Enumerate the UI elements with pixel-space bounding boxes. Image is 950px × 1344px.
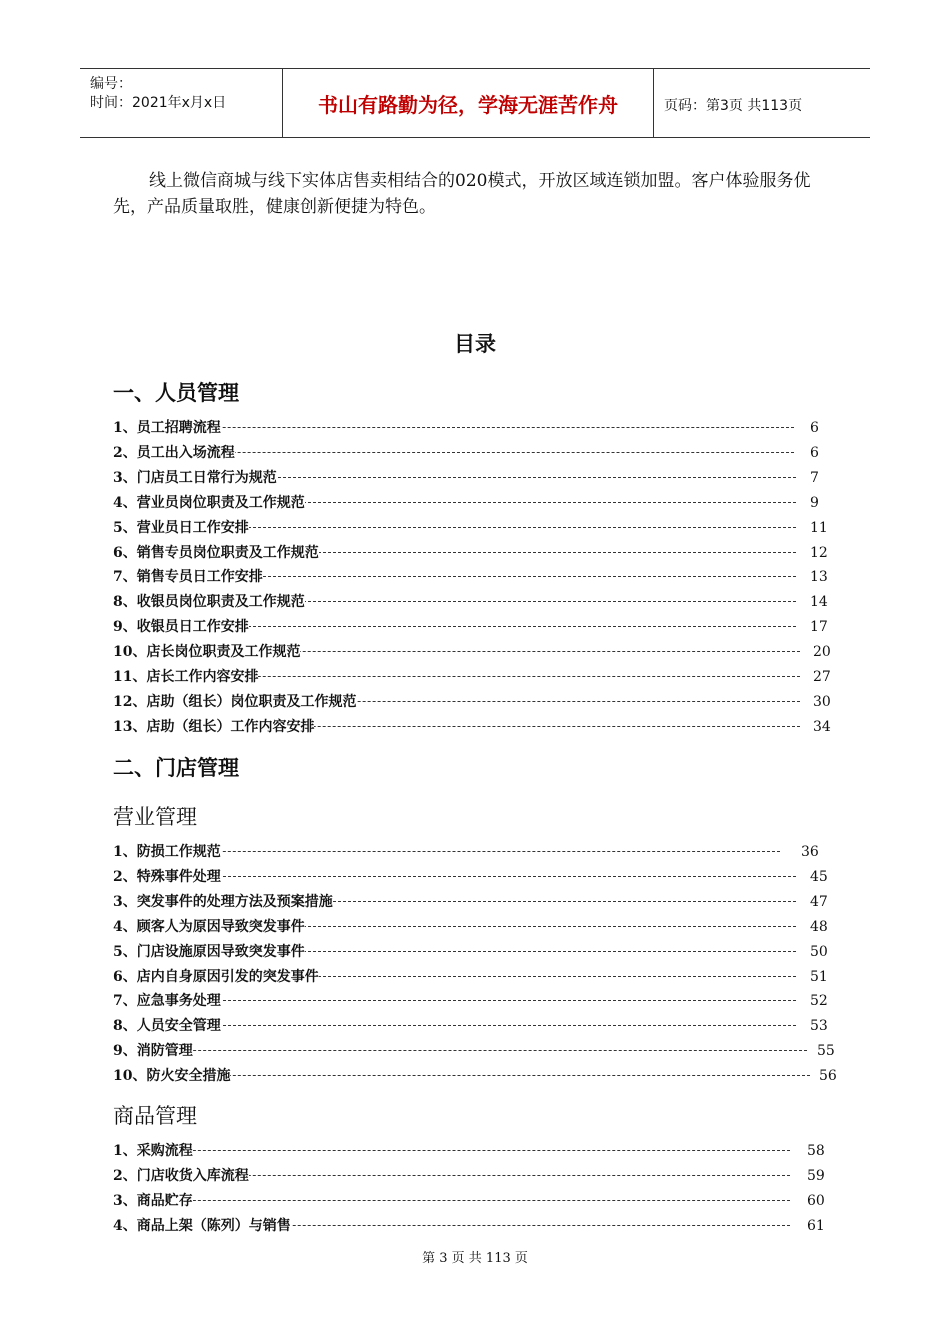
toc-entry-label: 4、营业员岗位职责及工作规范: [113, 494, 305, 511]
toc-entry-label: 13、店助（组长）工作内容安排: [113, 718, 315, 735]
toc-subsection-heading: 营业管理: [113, 805, 197, 829]
toc-entry-page: 56: [819, 1068, 837, 1085]
toc-entry-label: 10、店长岗位职责及工作规范: [113, 644, 301, 661]
toc-entry-label: 10、防火安全措施: [113, 1068, 231, 1085]
toc-entry-label: 9、收银员日工作安排: [113, 619, 249, 636]
toc-entry-label: 4、商品上架（陈列）与销售: [113, 1217, 291, 1234]
toc-entry[interactable]: [113, 917, 840, 937]
toc-entry-label: 6、店内自身原因引发的突发事件: [113, 968, 319, 985]
toc-entry-label: 1、防损工作规范: [113, 844, 221, 860]
toc-entry-page: 55: [817, 1043, 835, 1060]
toc-entry-label: 1、员工招聘流程: [113, 420, 221, 436]
page-header: [80, 68, 870, 138]
toc-entry[interactable]: [113, 617, 840, 637]
toc-entry[interactable]: [113, 842, 831, 862]
toc-entry-page: 6: [810, 444, 819, 461]
toc-entry[interactable]: [113, 418, 840, 438]
toc-entry-label: 8、人员安全管理: [113, 1018, 221, 1035]
toc-entry-label: 3、商品贮存: [113, 1192, 193, 1209]
toc-entry-page: 9: [810, 494, 819, 511]
toc-entry[interactable]: [113, 443, 840, 463]
toc-entry-label: 11、店长工作内容安排: [113, 669, 259, 685]
toc-entry-label: 5、门店设施原因导致突发事件: [113, 943, 305, 960]
toc-entry-page: 47: [810, 893, 828, 910]
toc-entry-label: 2、门店收货入库流程: [113, 1167, 249, 1184]
toc-entry[interactable]: [113, 543, 840, 563]
header-code-label: 编号：: [90, 76, 132, 92]
toc-entry-page: 48: [810, 918, 828, 935]
toc-entry[interactable]: [113, 692, 843, 712]
header-divider: [653, 69, 654, 137]
toc-entry-page: 59: [807, 1167, 825, 1184]
toc-leader-dots: [113, 1050, 807, 1051]
toc-entry[interactable]: [113, 1141, 837, 1161]
toc-entry-page: 20: [813, 644, 831, 661]
toc-entry[interactable]: [113, 592, 840, 612]
toc-entry[interactable]: [113, 493, 840, 513]
toc-entry-label: 9、消防管理: [113, 1043, 193, 1060]
toc-entry[interactable]: [113, 518, 840, 538]
toc-entry[interactable]: [113, 468, 840, 488]
toc-entry[interactable]: [113, 892, 840, 912]
toc-entry-page: 14: [810, 594, 828, 611]
toc-title: 目录: [454, 332, 496, 356]
toc-entry-label: 3、门店员工日常行为规范: [113, 469, 277, 486]
toc-entry[interactable]: [113, 867, 840, 887]
toc-entry[interactable]: [113, 1016, 840, 1036]
toc-entry-page: 58: [807, 1143, 825, 1159]
toc-entry[interactable]: [113, 1041, 847, 1061]
toc-entry-page: 52: [810, 993, 828, 1010]
toc-entry[interactable]: [113, 642, 843, 662]
header-motto: 书山有路勤为径，学海无涯苦作舟: [318, 92, 618, 117]
toc-entry-label: 1、采购流程: [113, 1143, 193, 1159]
toc-entry[interactable]: [113, 1216, 837, 1236]
toc-leader-dots: [113, 1150, 790, 1151]
toc-entry-page: 6: [810, 420, 819, 436]
intro-paragraph: 线上微信商城与线下实体店售卖相结合的020模式，开放区域连锁加盟。客户体验服务优先，产品质量取胜，健康创新便捷为特色。: [113, 171, 811, 217]
toc-subsection-heading: 商品管理: [113, 1104, 197, 1128]
toc-entry-label: 2、特殊事件处理: [113, 868, 221, 885]
toc-entry[interactable]: [113, 991, 840, 1011]
toc-entry-page: 30: [813, 693, 831, 710]
toc-entry[interactable]: [113, 942, 840, 962]
toc-entry-page: 61: [807, 1217, 825, 1234]
toc-entry[interactable]: [113, 717, 843, 737]
header-time-label: 时间：2021年x月x日: [90, 95, 227, 111]
toc-entry[interactable]: [113, 1066, 849, 1086]
toc-entry-label: 4、顾客人为原因导致突发事件: [113, 918, 305, 935]
toc-entry-label: 3、突发事件的处理方法及预案措施: [113, 893, 333, 910]
toc-entry[interactable]: [113, 667, 843, 687]
toc-entry-page: 7: [810, 469, 819, 486]
toc-entry-label: 7、销售专员日工作安排: [113, 569, 263, 586]
toc-entry-page: 60: [807, 1192, 825, 1209]
toc-entry-page: 12: [810, 544, 828, 561]
toc-entry-page: 13: [810, 569, 828, 586]
toc-leader-dots: [113, 1200, 790, 1201]
toc-entry-label: 6、销售专员岗位职责及工作规范: [113, 544, 319, 561]
toc-entry-label: 12、店助（组长）岗位职责及工作规范: [113, 693, 357, 710]
toc-entry-page: 17: [810, 619, 828, 636]
toc-entry-page: 27: [813, 669, 831, 685]
toc-entry-label: 8、收银员岗位职责及工作规范: [113, 594, 305, 611]
toc-section-heading: 二、门店管理: [113, 756, 239, 780]
toc-entry[interactable]: [113, 1191, 837, 1211]
toc-entry-page: 36: [801, 844, 819, 860]
toc-section-heading: 一、人员管理: [113, 381, 239, 405]
toc-entry[interactable]: [113, 1166, 837, 1186]
toc-entry-page: 11: [810, 519, 828, 536]
toc-entry-page: 34: [813, 718, 831, 735]
toc-entry-page: 45: [810, 868, 828, 885]
toc-entry[interactable]: [113, 567, 840, 587]
toc-entry-page: 51: [810, 968, 828, 985]
header-page-info: 页码：第3页 共113页: [664, 98, 803, 114]
page-footer: 第 3 页 共 113 页: [422, 1251, 528, 1266]
header-meta: [80, 69, 282, 137]
toc-entry[interactable]: [113, 967, 840, 987]
toc-entry-label: 2、员工出入场流程: [113, 444, 235, 461]
toc-entry-page: 50: [810, 943, 828, 960]
toc-entry-label: 7、应急事务处理: [113, 993, 221, 1010]
toc-entry-page: 53: [810, 1018, 828, 1035]
toc-entry-label: 5、营业员日工作安排: [113, 519, 249, 536]
